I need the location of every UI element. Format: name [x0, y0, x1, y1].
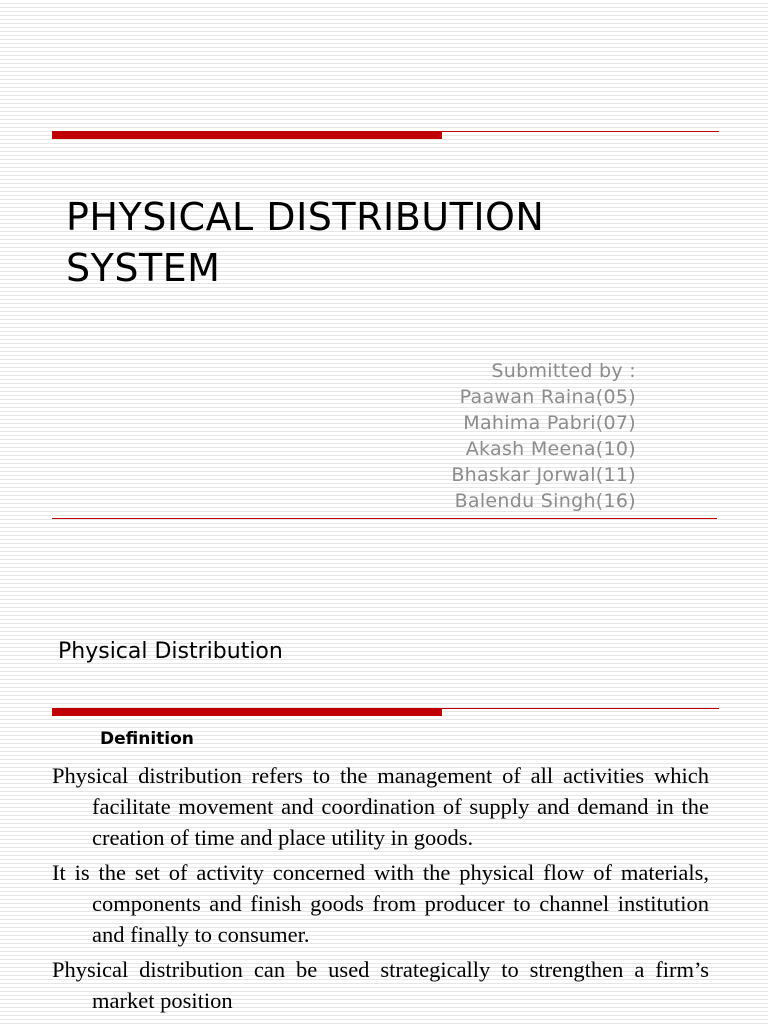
paragraph: Physical distribution can be used strategically to strengthen a firm’s market position	[52, 957, 709, 1013]
heading-accent-line	[442, 708, 719, 709]
paragraph: Physical distribution refers to the management of all activities which facilitate movement and coordination of supply and demand in the creation of time and place utility in goods.	[52, 763, 709, 850]
member-name: Paawan Raina(05)	[459, 386, 636, 408]
definition-subheading: Definition	[100, 729, 194, 749]
title-accent-line	[442, 131, 719, 132]
slide-title-line-1: PHYSICAL DISTRIBUTION	[66, 195, 545, 239]
member-name: Bhaskar Jorwal(11)	[451, 464, 636, 486]
definition-slide	[0, 560, 768, 1024]
slide-heading: Physical Distribution	[58, 639, 283, 664]
member-name: Balendu Singh(16)	[454, 490, 636, 512]
definition-paragraphs	[52, 760, 709, 1020]
slide-bottom-divider	[52, 518, 717, 519]
submitted-by-block	[451, 358, 636, 514]
member-name: Mahima Pabri(07)	[463, 412, 636, 434]
paragraph: It is the set of activity concerned with the physical flow of materials, components and finish goods from producer to channel institution and finally to consumer.	[52, 860, 709, 947]
slide-title-line-2: SYSTEM	[66, 246, 221, 290]
submitted-by-label: Submitted by :	[491, 360, 636, 382]
member-name: Akash Meena(10)	[465, 438, 636, 460]
heading-accent-bar	[52, 708, 442, 716]
title-accent-bar	[52, 131, 442, 139]
